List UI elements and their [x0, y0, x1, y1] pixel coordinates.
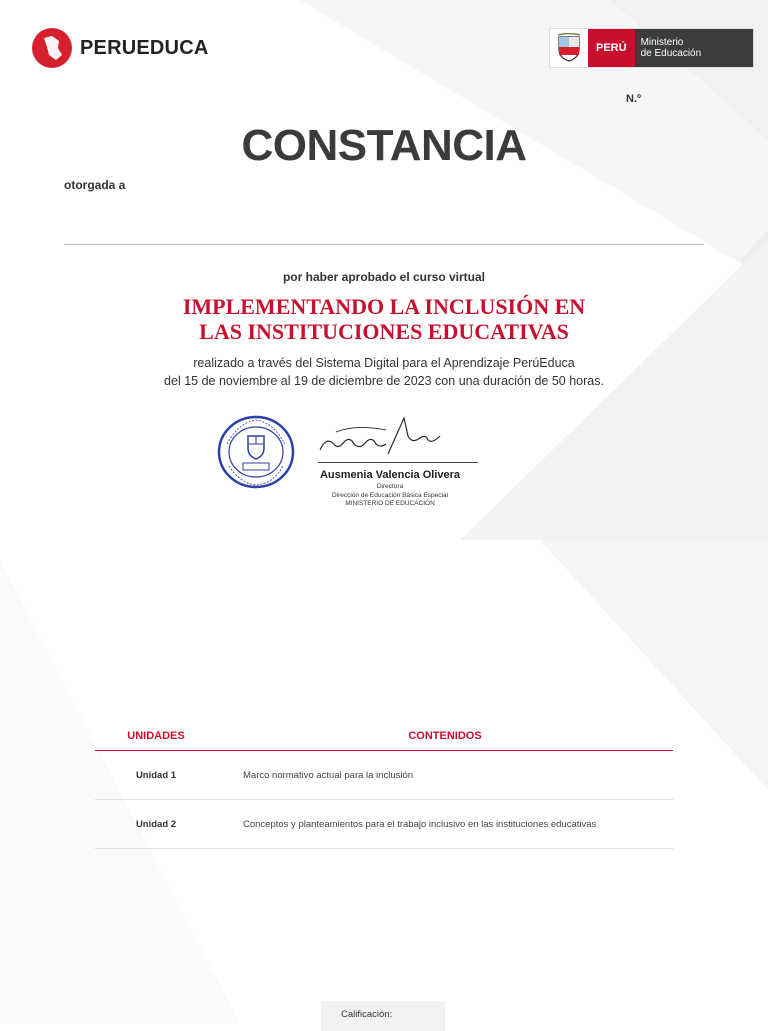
signer-block: [270, 469, 510, 507]
units-table: [95, 722, 673, 849]
ministry-logo: [550, 29, 753, 67]
ministry-name-line1: Ministerio: [640, 37, 684, 48]
grade-label: Calificación:: [341, 1009, 393, 1020]
signer-name: Ausmenia Valencia Olivera: [319, 469, 461, 481]
signer-role: Directora: [376, 483, 404, 490]
course-details-line1: realizado a través del Sistema Digital para el Aprendizaje PerúEduca: [193, 356, 575, 370]
certificate-number-label: N.º: [626, 93, 642, 105]
table-row: [95, 800, 673, 849]
course-title-line2: LAS INSTITUCIONES EDUCATIVAS: [199, 319, 569, 344]
course-details: [0, 354, 768, 390]
recipient-name-line: [64, 244, 704, 245]
units-table-header: [95, 722, 673, 751]
coat-of-arms-icon: [550, 29, 588, 67]
signer-ministry: MINISTERIO DE EDUCACIÓN: [345, 500, 435, 507]
header-units: UNIDADES: [127, 730, 185, 742]
grade-box: [321, 1001, 445, 1031]
handwritten-signature: [316, 414, 456, 464]
course-title-line1: IMPLEMENTANDO LA INCLUSIÓN EN: [182, 294, 586, 319]
approved-text: por haber aprobado el curso virtual: [282, 270, 486, 284]
ministry-country-label: PERÚ: [588, 29, 635, 67]
granted-to-label: otorgada a: [64, 178, 126, 192]
peru-map-icon: [32, 28, 72, 68]
ministry-name-line2: de Educación: [640, 48, 702, 59]
unit-content: Conceptos y planteamientos para el trabajo inclusivo en las instituciones educativas: [243, 818, 597, 830]
perueduca-logo-text: PERUEDUCA: [80, 36, 209, 59]
table-row: [95, 751, 673, 800]
unit-content: Marco normativo actual para la inclusión: [243, 769, 414, 781]
unit-name: Unidad 1: [135, 769, 177, 781]
signature-line: [318, 462, 478, 463]
course-details-line2: del 15 de noviembre al 19 de diciembre de 2023 con una duración de 50 horas.: [164, 374, 604, 388]
unit-name: Unidad 2: [135, 818, 177, 830]
document-title: CONSTANCIA: [241, 121, 527, 170]
signer-direction: Dirección de Educación Básica Especial: [332, 492, 448, 499]
header-contents: CONTENIDOS: [408, 730, 482, 742]
perueduca-logo: [32, 28, 208, 68]
course-title: [0, 294, 768, 344]
ministry-name: [635, 29, 754, 67]
